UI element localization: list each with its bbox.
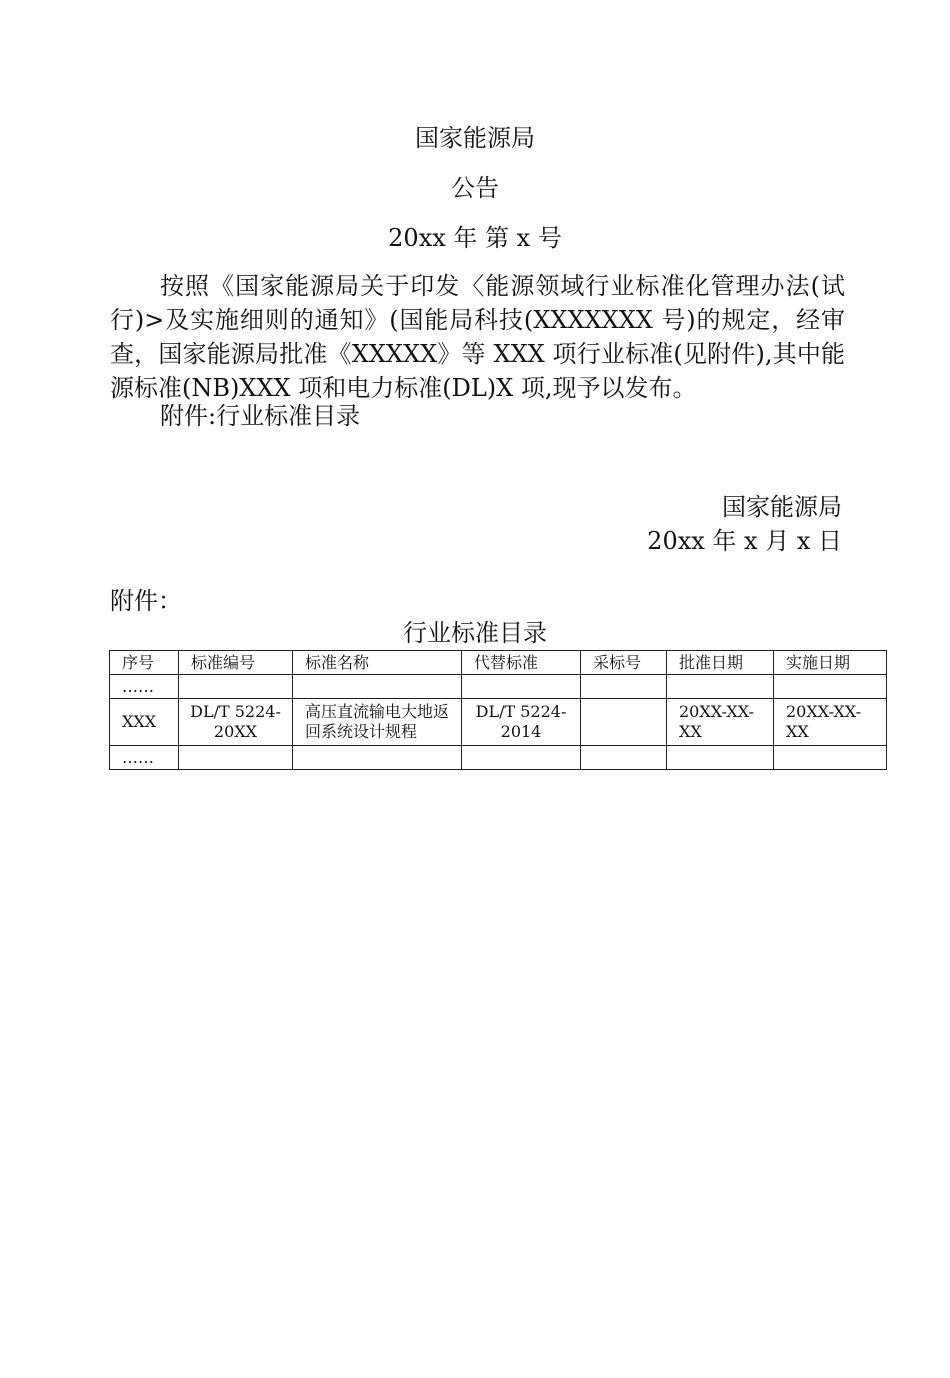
table-row	[110, 675, 887, 699]
table-cell	[667, 675, 774, 699]
table-cell	[462, 746, 581, 770]
table-row	[110, 699, 887, 746]
table-cell: XXX	[110, 699, 179, 746]
signature-date: 20xx 年 x 月 x 日	[647, 527, 842, 555]
table-cell: ……	[110, 675, 179, 699]
table-cell: 20XX-XX-XX	[774, 699, 887, 746]
table-cell	[667, 746, 774, 770]
signature-block	[647, 490, 842, 558]
document-type: 公告	[451, 174, 499, 202]
column-header: 序号	[110, 651, 179, 675]
document-number: 20xx 年 第 x 号	[388, 224, 562, 252]
attachment-note: 附件:行业标准目录	[160, 402, 361, 430]
table-cell	[462, 675, 581, 699]
table-cell	[179, 746, 293, 770]
table-header-row	[110, 651, 887, 675]
standards-table	[109, 650, 887, 770]
agency-title: 国家能源局	[415, 124, 535, 152]
table-cell: 高压直流输电大地返回系统设计规程	[293, 699, 462, 746]
column-header: 实施日期	[774, 651, 887, 675]
column-header: 标准编号	[179, 651, 293, 675]
column-header: 标准名称	[293, 651, 462, 675]
table-cell: 20XX-XX-XX	[667, 699, 774, 746]
table-cell	[774, 746, 887, 770]
column-header: 代替标准	[462, 651, 581, 675]
table-cell	[581, 675, 667, 699]
table-cell	[774, 675, 887, 699]
table-cell: DL/T 5224-20XX	[179, 699, 293, 746]
table-cell: ……	[110, 746, 179, 770]
column-header: 批准日期	[667, 651, 774, 675]
table-cell	[179, 675, 293, 699]
table-cell	[293, 746, 462, 770]
table-cell	[293, 675, 462, 699]
table-cell	[581, 699, 667, 746]
signature-agency: 国家能源局	[722, 493, 842, 521]
table-cell	[581, 746, 667, 770]
table-title: 行业标准目录	[403, 619, 547, 647]
attachment-label: 附件：	[110, 587, 182, 615]
table-cell: DL/T 5224-2014	[462, 699, 581, 746]
announcement-body: 按照《国家能源局关于印发〈能源领域行业标准化管理办法(试行)>及实施细则的通知》(国能局科技(XXXXXXX 号)的规定，经审查，国家能源局批准《XXXXX》等 XXX 项行业标准(见附件),其中能源标准(NB)XXX 项和电力标准(DL)X 项,现予以发布。	[110, 272, 845, 402]
table-row	[110, 746, 887, 770]
column-header: 采标号	[581, 651, 667, 675]
